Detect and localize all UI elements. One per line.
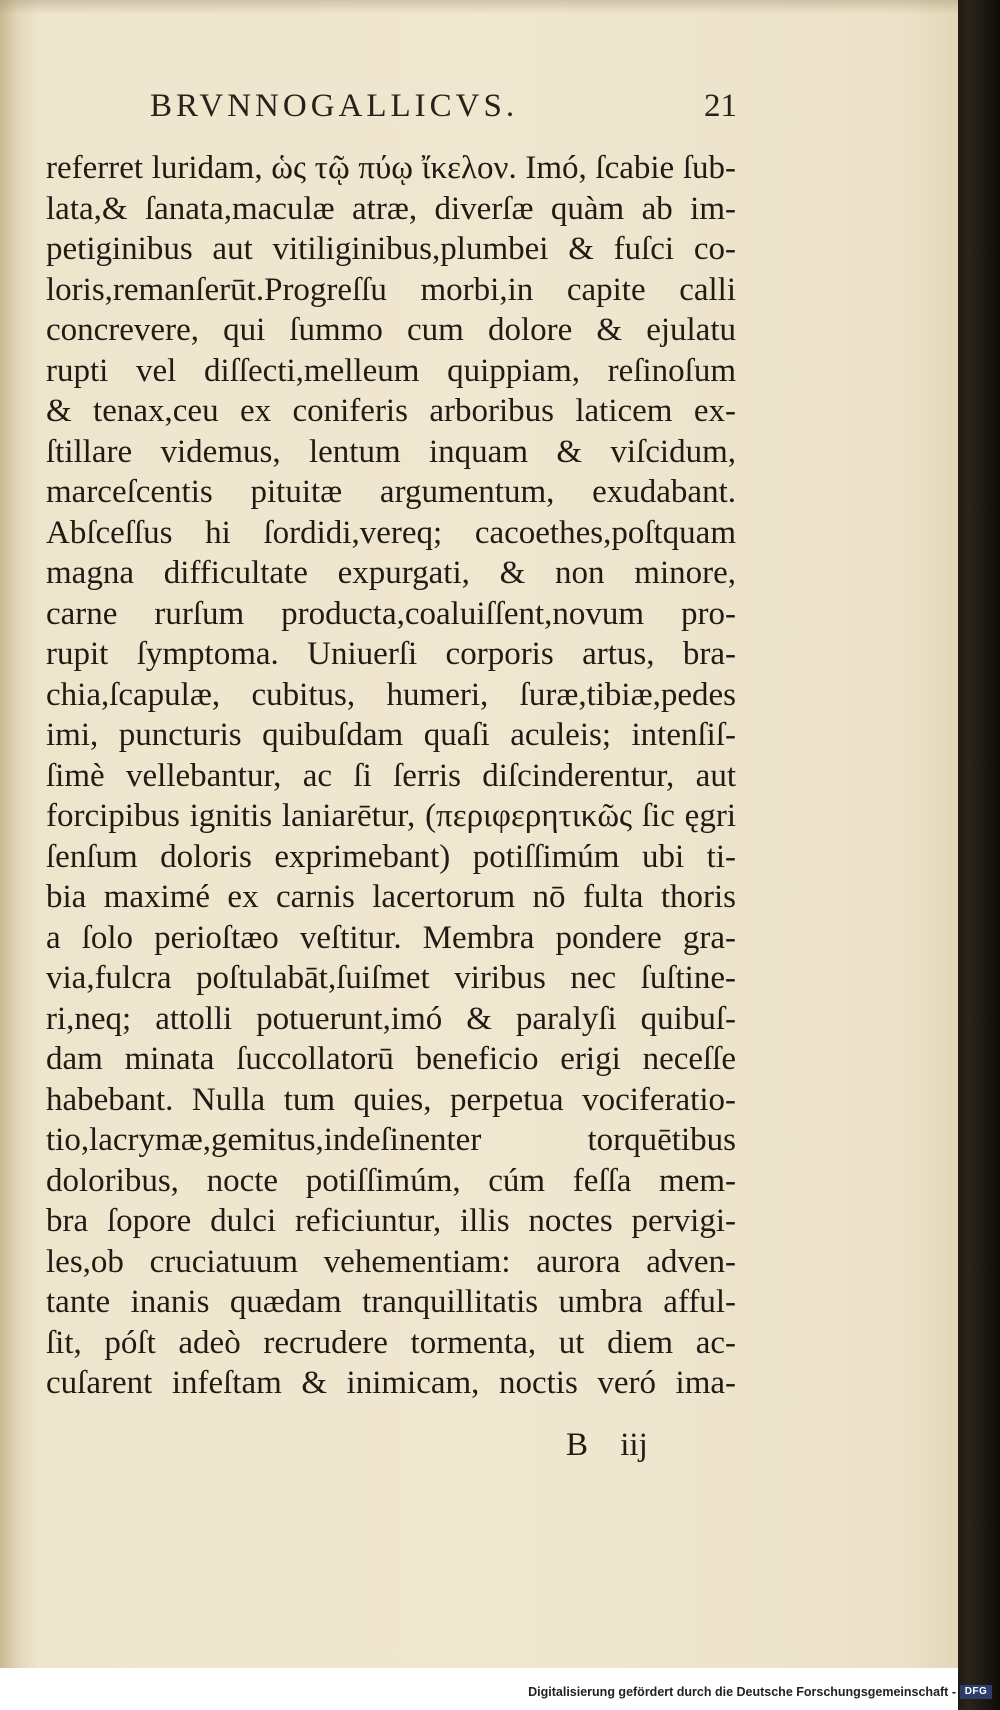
text-line: petiginibus aut vitiliginibus,plumbei & fuſci co-: [46, 231, 736, 267]
text-line: habebant. Nulla tum quies, perpetua vociferatio-: [46, 1081, 736, 1118]
text-line: lata,& ſanata,maculæ atræ, diverſæ quàm ab im-: [46, 190, 736, 227]
text-line: chia,ſcapulæ, cubitus, humeri, ſuræ,tibiæ,pedes: [46, 676, 736, 713]
text-line: tio,lacrymæ,gemitus,indeſinenter torquētibus: [46, 1122, 736, 1158]
text-line: les,ob cruciatuum vehementiam: aurora adven-: [46, 1243, 736, 1280]
text-line: a ſolo perioſtæo veſtitur. Membra pondere gra-: [46, 919, 736, 956]
text-line: carne rurſum producta,coaluiſſent,novum pro-: [46, 595, 736, 632]
text-line: tante inanis quædam tranquillitatis umbra afful-: [46, 1284, 736, 1320]
text-line: forcipibus ignitis laniarētur, (περιφερητικῶς ſic ęgri: [46, 798, 736, 834]
text-line: concrevere, qui ſummo cum dolore & ejulatu: [46, 312, 736, 348]
text-line: via,fulcra poſtulabāt,ſuiſmet viribus nec ſuſtine-: [46, 960, 736, 996]
body-text: [46, 148, 736, 1404]
text-line: & tenax,ceu ex coniferis arboribus laticem ex-: [46, 393, 736, 429]
text-line: cuſarent infeſtam & inimicam, noctis veró ima-: [46, 1365, 736, 1401]
book-binding-edge: [958, 0, 1000, 1710]
text-line: Abſceſſus hi ſordidi,vereq; cacoethes,poſtquam: [46, 514, 736, 551]
text-line: referret luridam, ὡς τῷ πύῳ ἴκελον. Imó, ſcabie ſub-: [46, 150, 736, 186]
running-head: BRVNNOGALLICVS.: [150, 88, 519, 124]
page-number: 21: [704, 88, 737, 124]
text-line: rupti vel diſſecti,melleum quippiam, reſinoſum: [46, 352, 736, 389]
signature-mark: B iij: [566, 1427, 648, 1463]
credit-text: Digitalisierung gefördert durch die Deutsche Forschungsgemeinschaft -: [528, 1685, 956, 1699]
text-line: ſit, póſt adeò recrudere tormenta, ut diem ac-: [46, 1324, 736, 1361]
text-line: bia maximé ex carnis lacertorum nō fulta thoris: [46, 879, 736, 915]
text-line: ſimè vellebantur, ac ſi ſerris diſcinderentur, aut: [46, 757, 736, 794]
text-line: marceſcentis pituitæ argumentum, exudabant.: [46, 474, 736, 510]
text-line: ri,neq; attolli potuerunt,imó & paralyſi quibuſ-: [46, 1000, 736, 1037]
text-line: ſenſum doloris exprimebant) potiſſimúm ubi ti-: [46, 838, 736, 875]
text-line: ſtillare videmus, lentum inquam & viſcidum,: [46, 433, 736, 470]
text-line: doloribus, nocte potiſſimúm, cúm feſſa mem-: [46, 1162, 736, 1199]
text-line: rupit ſymptoma. Uniuerſi corporis artus, bra-: [46, 636, 736, 672]
page-top-shadow: [0, 0, 958, 14]
text-line: bra ſopore dulci reficiuntur, illis noctes pervigi-: [46, 1203, 736, 1239]
dfg-logo: DFG: [960, 1685, 992, 1699]
text-line: loris,remanſerūt.Progreſſu morbi,in capite calli: [46, 271, 736, 308]
text-line: imi, puncturis quibuſdam quaſi aculeis; intenſiſ-: [46, 717, 736, 753]
text-line: magna difficultate expurgati, & non minore,: [46, 555, 736, 591]
text-line: dam minata ſuccollatorū beneficio erigi neceſſe: [46, 1041, 736, 1077]
digitization-credit: [528, 1685, 992, 1699]
